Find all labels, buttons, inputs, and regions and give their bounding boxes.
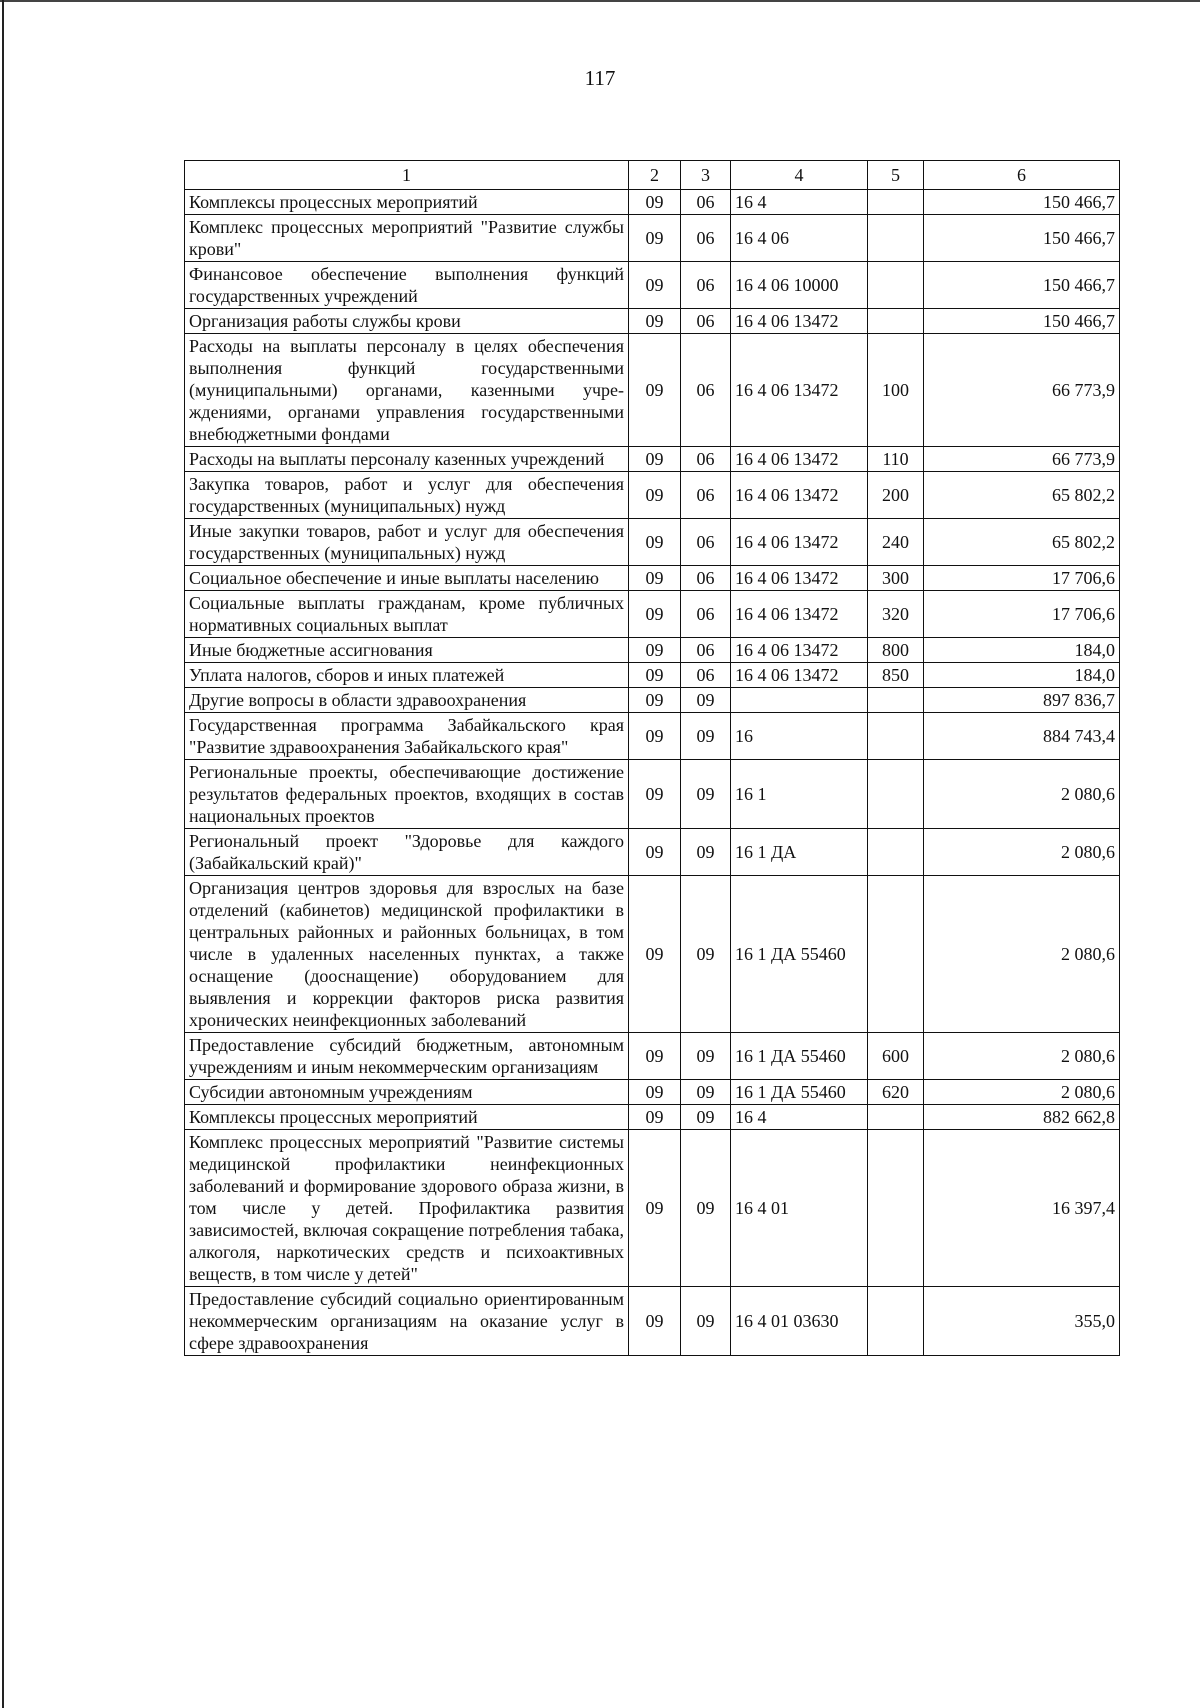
row-name-cell: Субсидии автономным учреждениям [185,1080,629,1105]
header-col-6: 6 [924,161,1120,190]
page-number: 117 [584,66,616,90]
table-row [185,262,1120,309]
amount-cell: 882 662,8 [924,1105,1120,1130]
table-row [185,566,1120,591]
section-code-cell: 09 [629,713,681,760]
expense-type-cell [868,190,924,215]
subsection-code-cell: 09 [681,876,731,1033]
table-row [185,1130,1120,1287]
expense-type-cell [868,215,924,262]
amount-cell: 897 836,7 [924,688,1120,713]
expense-type-cell [868,713,924,760]
amount-cell: 150 466,7 [924,309,1120,334]
subsection-code-cell: 09 [681,688,731,713]
target-article-cell: 16 4 06 13472 [731,638,868,663]
target-article-cell: 16 1 ДА 55460 [731,1033,868,1080]
target-article-cell: 16 4 06 13472 [731,447,868,472]
budget-table [184,160,1120,1356]
section-code-cell: 09 [629,663,681,688]
target-article-cell: 16 4 01 03630 [731,1287,868,1356]
table-row [185,638,1120,663]
row-name-cell: Социальные выплаты гражданам, кроме публичных нормативных социальных выплат [185,591,629,638]
subsection-code-cell: 06 [681,638,731,663]
table-body [185,190,1120,1356]
table-row [185,713,1120,760]
section-code-cell: 09 [629,1080,681,1105]
section-code-cell: 09 [629,215,681,262]
subsection-code-cell: 06 [681,472,731,519]
expense-type-cell [868,1287,924,1356]
row-name-cell: Региональные проекты, обеспечивающие достижение результатов федеральных проектов, входящих в состав национальных проектов [185,760,629,829]
amount-cell: 150 466,7 [924,262,1120,309]
expense-type-cell: 200 [868,472,924,519]
expense-type-cell: 320 [868,591,924,638]
target-article-cell: 16 4 06 13472 [731,591,868,638]
target-article-cell: 16 4 06 13472 [731,519,868,566]
table-row [185,309,1120,334]
left-edge-rule [2,0,4,1708]
target-article-cell [731,688,868,713]
table-row [185,215,1120,262]
subsection-code-cell: 06 [681,447,731,472]
expense-type-cell [868,1130,924,1287]
section-code-cell: 09 [629,760,681,829]
subsection-code-cell: 09 [681,713,731,760]
expense-type-cell: 100 [868,334,924,447]
expense-type-cell [868,760,924,829]
expense-type-cell: 620 [868,1080,924,1105]
amount-cell: 2 080,6 [924,876,1120,1033]
subsection-code-cell: 06 [681,663,731,688]
target-article-cell: 16 1 ДА [731,829,868,876]
section-code-cell: 09 [629,638,681,663]
section-code-cell: 09 [629,1033,681,1080]
amount-cell: 355,0 [924,1287,1120,1356]
table-row [185,1080,1120,1105]
table-row [185,1287,1120,1356]
row-name-cell: Финансовое обеспечение выполнения функций государственных учреждений [185,262,629,309]
expense-type-cell: 850 [868,663,924,688]
section-code-cell: 09 [629,829,681,876]
target-article-cell: 16 4 01 [731,1130,868,1287]
row-name-cell: Комплексы процессных мероприятий [185,1105,629,1130]
target-article-cell: 16 4 06 13472 [731,663,868,688]
top-edge-rule [0,0,1200,2]
expense-type-cell [868,309,924,334]
row-name-cell: Расходы на выплаты персоналу казенных учреждений [185,447,629,472]
expense-type-cell: 240 [868,519,924,566]
amount-cell: 65 802,2 [924,519,1120,566]
subsection-code-cell: 06 [681,190,731,215]
target-article-cell: 16 4 06 10000 [731,262,868,309]
expense-type-cell: 110 [868,447,924,472]
table-row [185,472,1120,519]
section-code-cell: 09 [629,591,681,638]
target-article-cell: 16 4 06 13472 [731,334,868,447]
amount-cell: 16 397,4 [924,1130,1120,1287]
section-code-cell: 09 [629,688,681,713]
target-article-cell: 16 4 [731,1105,868,1130]
amount-cell: 65 802,2 [924,472,1120,519]
table-header [185,161,1120,190]
header-col-3: 3 [681,161,731,190]
subsection-code-cell: 06 [681,519,731,566]
target-article-cell: 16 4 06 13472 [731,472,868,519]
table-row [185,663,1120,688]
subsection-code-cell: 06 [681,334,731,447]
section-code-cell: 09 [629,190,681,215]
section-code-cell: 09 [629,519,681,566]
subsection-code-cell: 09 [681,1080,731,1105]
target-article-cell: 16 [731,713,868,760]
amount-cell: 150 466,7 [924,215,1120,262]
section-code-cell: 09 [629,566,681,591]
table-row [185,876,1120,1033]
expense-type-cell [868,876,924,1033]
table-row [185,688,1120,713]
target-article-cell: 16 4 06 [731,215,868,262]
subsection-code-cell: 09 [681,1033,731,1080]
target-article-cell: 16 4 [731,190,868,215]
row-name-cell: Региональный проект "Здоровье для каждого (Забайкальский край)" [185,829,629,876]
amount-cell: 66 773,9 [924,334,1120,447]
expense-type-cell: 800 [868,638,924,663]
subsection-code-cell: 09 [681,1130,731,1287]
row-name-cell: Другие вопросы в области здравоохранения [185,688,629,713]
section-code-cell: 09 [629,447,681,472]
table-row [185,829,1120,876]
amount-cell: 17 706,6 [924,591,1120,638]
header-col-1: 1 [185,161,629,190]
section-code-cell: 09 [629,262,681,309]
header-col-4: 4 [731,161,868,190]
amount-cell: 884 743,4 [924,713,1120,760]
subsection-code-cell: 06 [681,215,731,262]
target-article-cell: 16 1 [731,760,868,829]
subsection-code-cell: 09 [681,1105,731,1130]
expense-type-cell [868,1105,924,1130]
amount-cell: 150 466,7 [924,190,1120,215]
row-name-cell: Иные закупки товаров, работ и услуг для обеспечения государственных (муниципальных) нужд [185,519,629,566]
amount-cell: 66 773,9 [924,447,1120,472]
row-name-cell: Иные бюджетные ассигнования [185,638,629,663]
expense-type-cell: 300 [868,566,924,591]
row-name-cell: Социальное обеспечение и иные выплаты населению [185,566,629,591]
table-row [185,1033,1120,1080]
subsection-code-cell: 06 [681,591,731,638]
target-article-cell: 16 1 ДА 55460 [731,1080,868,1105]
expense-type-cell [868,829,924,876]
subsection-code-cell: 06 [681,262,731,309]
table-row [185,447,1120,472]
section-code-cell: 09 [629,876,681,1033]
amount-cell: 2 080,6 [924,1080,1120,1105]
subsection-code-cell: 09 [681,1287,731,1356]
row-name-cell: Расходы на выплаты персоналу в целях обеспечения выполнения функций государственными (муниципальными) органами, казенными учреждениями, органами управления государственными внебюджетными фондами [185,334,629,447]
table-row [185,519,1120,566]
amount-cell: 184,0 [924,663,1120,688]
amount-cell: 2 080,6 [924,760,1120,829]
table-row [185,760,1120,829]
row-name-cell: Организация работы службы крови [185,309,629,334]
section-code-cell: 09 [629,334,681,447]
expense-type-cell: 600 [868,1033,924,1080]
table-row [185,591,1120,638]
row-name-cell: Предоставление субсидий социально ориентированным некоммерческим организациям на оказание услуг в сфере здравоохранения [185,1287,629,1356]
subsection-code-cell: 06 [681,566,731,591]
expense-type-cell [868,688,924,713]
amount-cell: 2 080,6 [924,1033,1120,1080]
row-name-cell: Предоставление субсидий бюджетным, автономным учреждениям и иным некоммерческим организациям [185,1033,629,1080]
amount-cell: 2 080,6 [924,829,1120,876]
target-article-cell: 16 1 ДА 55460 [731,876,868,1033]
table-row [185,334,1120,447]
expense-type-cell [868,262,924,309]
row-name-cell: Закупка товаров, работ и услуг для обеспечения государственных (муниципальных) нужд [185,472,629,519]
section-code-cell: 09 [629,1105,681,1130]
header-col-5: 5 [868,161,924,190]
row-name-cell: Комплекс процессных мероприятий "Развитие системы медицинской профилактики неинфекционных заболеваний и формирование здорового образа жизни, в том числе у детей. Профилактика развития зависимостей, включая сокращение потребления табака, алкоголя, наркотических средств и психоактивных веществ, в том числе у детей" [185,1130,629,1287]
section-code-cell: 09 [629,309,681,334]
target-article-cell: 16 4 06 13472 [731,566,868,591]
row-name-cell: Комплексы процессных мероприятий [185,190,629,215]
row-name-cell: Организация центров здоровья для взрослых на базе отделений (кабинетов) медицинской профилактики в центральных районных и районных больницах, в том числе в удаленных населенных пунктах, а также оснащение (дооснащение) оборудованием для выявления и коррекции факторов риска развития хронических неинфекционных заболеваний [185,876,629,1033]
table-row [185,190,1120,215]
header-row [185,161,1120,190]
row-name-cell: Государственная программа Забайкальского края "Развитие здравоохранения Забайкальского края" [185,713,629,760]
header-col-2: 2 [629,161,681,190]
amount-cell: 17 706,6 [924,566,1120,591]
row-name-cell: Комплекс процессных мероприятий "Развитие службы крови" [185,215,629,262]
subsection-code-cell: 06 [681,309,731,334]
amount-cell: 184,0 [924,638,1120,663]
target-article-cell: 16 4 06 13472 [731,309,868,334]
section-code-cell: 09 [629,1130,681,1287]
section-code-cell: 09 [629,472,681,519]
row-name-cell: Уплата налогов, сборов и иных платежей [185,663,629,688]
subsection-code-cell: 09 [681,829,731,876]
section-code-cell: 09 [629,1287,681,1356]
table-row [185,1105,1120,1130]
subsection-code-cell: 09 [681,760,731,829]
